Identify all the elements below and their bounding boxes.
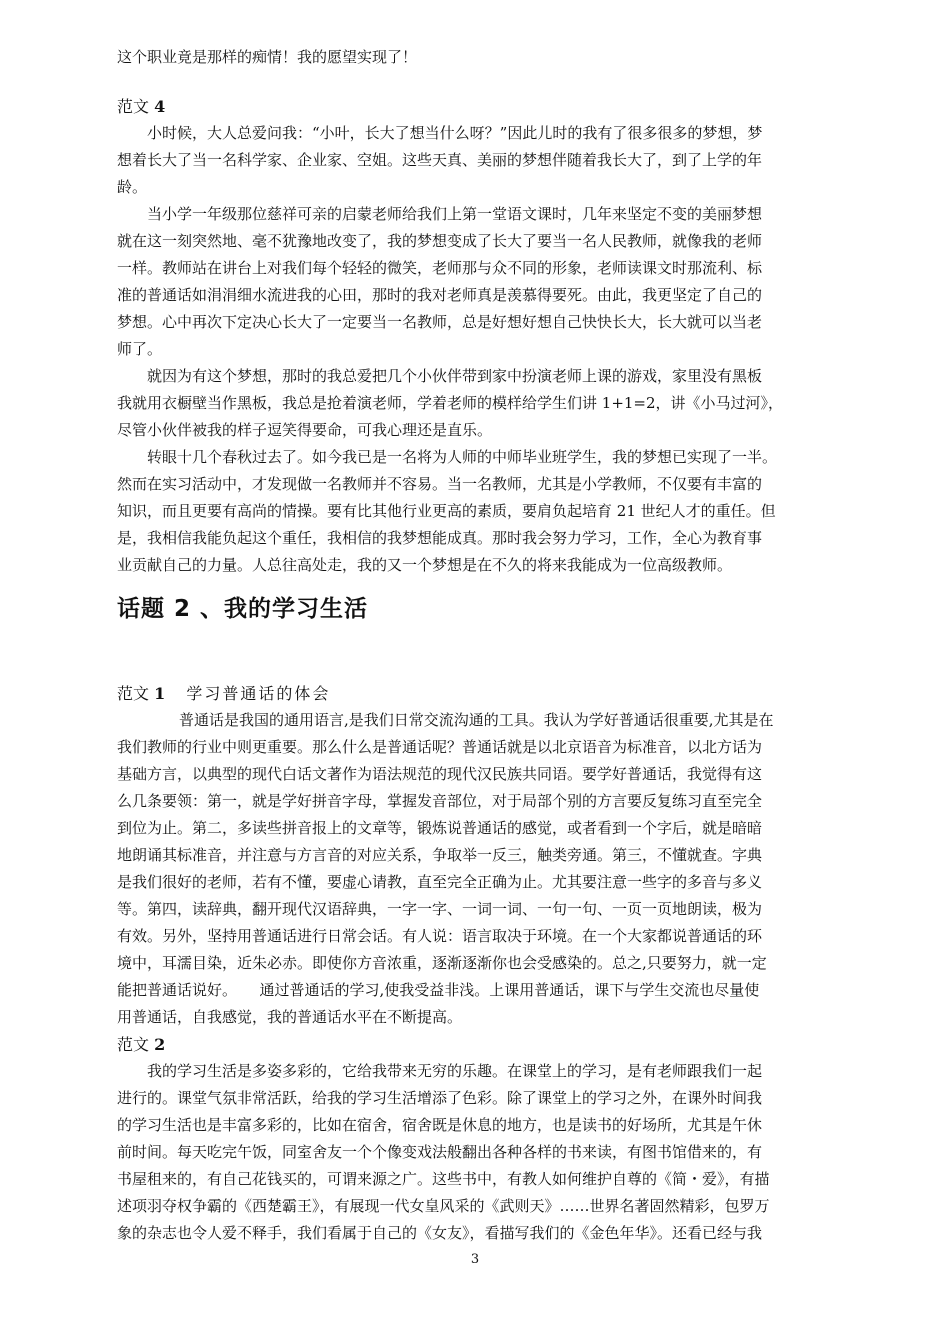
essay-number: 2 (154, 1035, 166, 1054)
text-line: 么几条要领：第一，就是学好拼音字母，掌握发音部位，对于局部个别的方言要反复练习直至完全 (117, 792, 763, 810)
text-line: 转眼十几个春秋过去了。如今我已是一名将为人师的中师毕业班学生，我的梦想已实现了一半。 (147, 448, 778, 466)
essay-2 (117, 1031, 842, 1247)
text-line: 知识，而且更要有高尚的情操。要有比其他行业更高的素质，要肩负起培育 21 世纪人才的重任。但 (117, 502, 776, 520)
text-line: 一样。教师站在讲台上对我们每个轻轻的微笑，老师那与众不同的形象，老师读课文时那流利、标 (117, 259, 763, 277)
text-line: 尽管小伙伴被我的样子逗笑得要命，可我心理还是直乐。 (117, 421, 493, 439)
text-line: 就在这一刻突然地、毫不犹豫地改变了，我的梦想变成了长大了要当一名人民教师，就像我的老师 (117, 232, 763, 250)
essay-label: 范文 (117, 684, 150, 703)
text-line: 然而在实习活动中，才发现做一名教师并不容易。当一名教师，尤其是小学教师，不仅要有丰富的 (117, 475, 763, 493)
text-line: 象的杂志也令人爱不释手，我们看属于自己的《女友》，看描写我们的《金色年华》。还看已经与我 (117, 1224, 763, 1242)
text-line: 这个职业竟是那样的痴情！我的愿望实现了！ (117, 48, 418, 66)
essay-4-heading (117, 93, 842, 120)
text-line: 想着长大了当一名科学家、企业家、空姐。这些天真、美丽的梦想伴随着我长大了，到了上学的年 (117, 151, 763, 169)
text-line: 梦想。心中再次下定决心长大了一定要当一名教师，总是好想好想自己快快长大，长大就可以当老 (117, 313, 763, 331)
text-line: 等。第四，读辞典，翻开现代汉语辞典，一字一字、一词一词、一句一句、一页一页地朗读，极为 (117, 900, 763, 918)
text-line: 有效。另外，坚持用普通话进行日常会话。有人说：语言取决于环境。在一个大家都说普通话的环 (117, 927, 763, 945)
text-line: 小时候，大人总爱问我：“小叶，长大了想当什么呀？”因此儿时的我有了很多很多的梦想，梦 (147, 124, 763, 142)
text-line: 普通话是我国的通用语言,是我们日常交流沟通的工具。我认为学好普通话很重要,尤其是在 (179, 711, 774, 729)
essay-1-heading (117, 680, 842, 707)
text-line: 的学习生活也是丰富多彩的，比如在宿舍，宿舍既是休息的地方，也是读书的好场所，尤其是午休 (117, 1116, 763, 1134)
page-number: 3 (470, 1252, 480, 1267)
essay-4 (117, 93, 842, 579)
text-line: 到位为止。第二，多读些拼音报上的文章等，锻炼说普通话的感觉，或者看到一个字后，就是暗暗 (117, 819, 763, 837)
text-line: 我就用衣橱壁当作黑板，我总是抢着演老师，学着老师的模样给学生们讲 1+1=2，讲《小马过河》， (117, 394, 784, 412)
text-line: 就因为有这个梦想，那时的我总爱把几个小伙伴带到家中扮演老师上课的游戏，家里没有黑板 (147, 367, 763, 385)
essay-number: 1 (154, 684, 166, 703)
topic-heading: 话题 2 、我的学习生活 (117, 596, 369, 622)
text-line: 准的普通话如涓涓细水流进我的心田，那时的我对老师真是羡慕得要死。由此，我更坚定了自己的 (117, 286, 763, 304)
text-line: 进行的。课堂气氛非常活跃，给我的学习生活增添了色彩。除了课堂上的学习之外，在课外时间我 (117, 1089, 763, 1107)
essay-label: 范文 (117, 97, 150, 116)
essay-label: 范文 (117, 1035, 150, 1054)
text-line: 境中，耳濡目染，近朱必赤。即使你方音浓重，逐渐逐渐你也会受感染的。总之,只要努力，就一定 (117, 954, 767, 972)
essay-1 (117, 680, 842, 1031)
essay-number: 4 (154, 97, 166, 116)
text-line: 能把普通话说好。 通过普通话的学习,使我受益非浅。上课用普通话，课下与学生交流也尽量使 (117, 981, 760, 999)
text-line: 当小学一年级那位慈祥可亲的启蒙老师给我们上第一堂语文课时，几年来坚定不变的美丽梦想 (147, 205, 763, 223)
text-line: 用普通话，自我感觉，我的普通话水平在不断提高。 (117, 1008, 463, 1026)
text-line: 业贡献自己的力量。人总往高处走，我的又一个梦想是在不久的将来我能成为一位高级教师。 (117, 556, 733, 574)
text-line: 地朗诵其标准音，并注意与方言音的对应关系，争取举一反三，触类旁通。第三，不懂就查。字典 (117, 846, 763, 864)
essay-2-heading (117, 1031, 842, 1058)
text-line: 前时间。每天吃完午饭，同室舍友一个个像变戏法般翻出各种各样的书来读，有图书馆借来的，有 (117, 1143, 763, 1161)
text-line: 龄。 (117, 178, 148, 196)
text-line: 是我们很好的老师，若有不懂，要虚心请教，直至完全正确为止。尤其要注意一些字的多音与多义 (117, 873, 763, 891)
top-paragraph (117, 44, 842, 71)
text-line: 是，我相信我能负起这个重任，我相信的我梦想能成真。那时我会努力学习，工作，全心为教育事 (117, 529, 763, 547)
text-line: 基础方言，以典型的现代白话文著作为语法规范的现代汉民族共同语。要学好普通话，我觉得有这 (117, 765, 763, 783)
text-line: 我们教师的行业中则更重要。那么什么是普通话呢？普通话就是以北京语音为标准音，以北方话为 (117, 738, 763, 756)
text-line: 述项羽夺权争霸的《西楚霸王》，有展现一代女皇风采的《武则天》……世界名著固然精彩，包罗万 (117, 1197, 770, 1215)
essay-title: 学习普通话的体会 (186, 684, 331, 703)
text-line: 书屋租来的，有自己花钱买的，可谓来源之广。这些书中，有教人如何维护自尊的《简・爱》，有描 (117, 1170, 770, 1188)
text-line: 我的学习生活是多姿多彩的，它给我带来无穷的乐趣。在课堂上的学习，是有老师跟我们一起 (147, 1062, 763, 1080)
text-line: 师了。 (117, 340, 163, 358)
